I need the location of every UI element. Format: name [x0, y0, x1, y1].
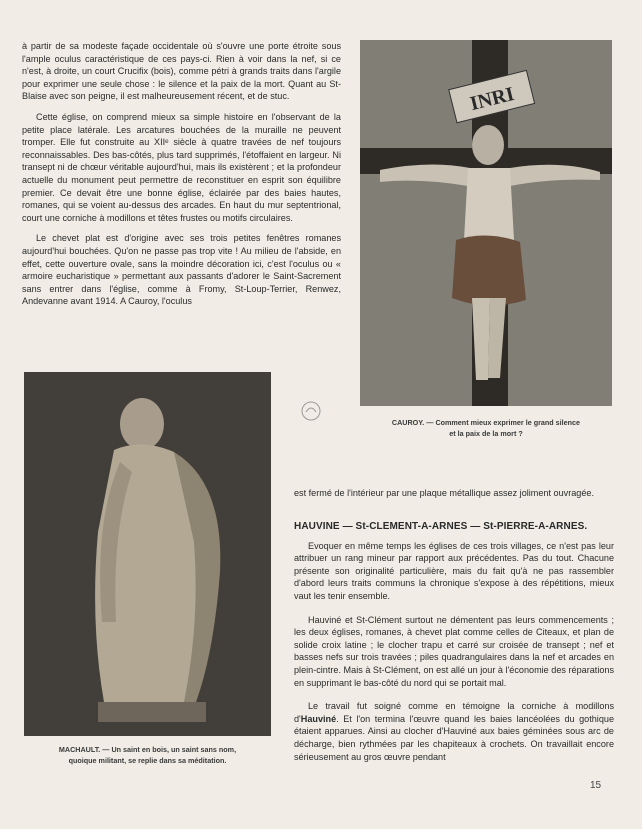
caption-line: CAUROY. — Comment mieux exprimer le grand silence [391, 418, 581, 427]
saint-caption [24, 745, 271, 766]
section-heading: HAUVINE — St-CLEMENT-A-ARNES — St-PIERRE-A-ARNES. [294, 521, 588, 532]
crucifix-photo [360, 40, 612, 406]
saint-statue-illustration [24, 372, 271, 736]
paragraph: Cette église, on comprend mieux sa simple histoire en l'observant de la petite place latérale. Les arcatures bouchées de la muraille ne peuvent tromper. Elle fut construite au XIIᵉ siècle à quatre travées de nef toujours reconnaissables. Des bas-côtés, plus tard supprimés, l'étoffaient en largeur. Ni transept ni de chœur véritable aujourd'hui, mais ils existèrent ; et la profondeur actuelle du monument peut permettre de reconstituer en esprit son équilibre premier. Ce devait être une bonne église, éclairée par des baies hautes, romanes, qui se voient au-dessus des arcades. En haut du mur septentrional, court une corniche à modillons et têtes frustes ou motifs circulaires. [22, 111, 341, 223]
paragraph [294, 700, 614, 763]
library-stamp [300, 400, 322, 422]
crucifix-caption [360, 418, 612, 439]
paragraph: Hauviné et St-Clément surtout ne démentent pas leurs commencements ; les deux églises, romanes, à chevet plat comme celles de Citeaux, et plan de solide croix latine ; le clocher trapu et carré sur croisée de transept ; nef et basses nefs sur trois travées ; piles quadrangulaires dans la nef et arcades en plein-cintre. Mais à St-Clément, on est allé un jour à l'économie des réparations en supprimant le bas-côté du nord qui se portait mal. [294, 614, 614, 688]
caption-line: quoique militant, se replie dans sa méditation. [68, 755, 227, 765]
paragraph: Le chevet plat est d'origine avec ses trois petites fenêtres romanes aujourd'hui bouchées. Qu'on ne passe pas trop vite ! Au milieu de l'abside, en effet, cette ouverture ovale, sans la moindre décoration ici, c'est l'oculus ou « armoire eucharistique » permettant aux passants d'adorer le Saint-Sacrement sans entrer dans l'église, comme à Fromy, St-Loup-Terrier, Renwez, Andevanne avant 1914. A Cauroy, l'oculus [22, 233, 341, 307]
paragraph: à partir de sa modeste façade occidentale où s'ouvre une porte étroite sous l'ample oculus caractéristique de ces pays-ci. Rien à voir dans la nef, si ce n'est, à droite, un court Crucifix (bois), comme pétri à grands traits dans l'argile pour exprimer une seule chose : le silence et la paix de la mort. Quant au St-Blaise avec son peigne, il est malheureusement récent, et de stuc. [22, 41, 341, 102]
stamp-icon [300, 400, 322, 422]
saint-statue-photo [24, 372, 271, 736]
text-run: . Et l'on termina l'œuvre quand les baies lancéolées du gothique étaient apparues. Ainsi au clocher d'Hauviné aux baies géminées sous arc de décharge, bien rythmées par les chapiteaux à crochets. On travaillait encore sérieusement au gros œuvre pendant [294, 713, 614, 762]
left-column-text [22, 40, 341, 316]
page-number: 15 [590, 780, 602, 791]
inri-inscription: INRI [467, 82, 517, 116]
text-run-bold: Hauviné [300, 713, 337, 724]
caption-line: et la paix de la mort ? [449, 428, 523, 438]
paragraph: est fermé de l'intérieur par une plaque métallique assez joliment ouvragée. [294, 488, 594, 498]
text-run: Le travail fut soigné comme en témoigne la corniche à modillons d' [294, 701, 614, 724]
caption-line: MACHAULT. — Un saint en bois, un saint sans nom, [58, 745, 237, 754]
paragraph: Evoquer en même temps les églises de ces trois villages, ce n'est pas leur attribuer un rang mineur par rapport aux précédentes. Pas du tout. Chacune présente son originalité particulière, mais du fait qu'à ne pas rassembler d'abord leurs traits communs la chronique s'expose à des répétitions, mieux vaut les tenir ensemble. [294, 540, 614, 601]
